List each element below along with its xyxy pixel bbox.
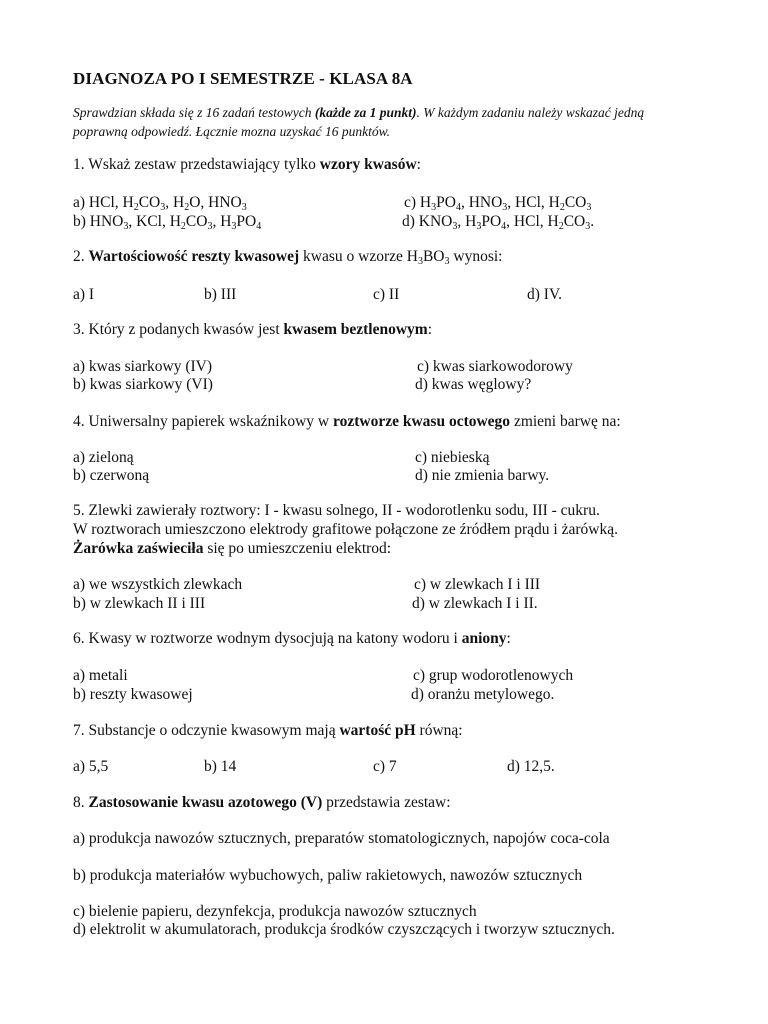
q3-option-c[interactable]: c) kwas siarkowodorowy xyxy=(417,358,573,375)
q6-option-d[interactable]: d) oranżu metylowego. xyxy=(411,686,555,703)
question-7 xyxy=(73,721,713,740)
instructions-points: (każde za 1 punkt) xyxy=(314,105,417,120)
question-keyword: Zastosowanie kwasu azotowego (V) xyxy=(88,794,323,811)
instructions xyxy=(73,103,693,141)
q4-option-c[interactable]: c) niebieską xyxy=(415,449,490,466)
instructions-text-cont: . W każdym zadaniu należy wskazać jedną xyxy=(416,105,645,120)
question-keyword: aniony xyxy=(461,630,507,647)
question-text: 4. Uniwersalny papierek wskaźnikowy w xyxy=(73,413,333,430)
question-text-end: : xyxy=(416,156,421,173)
q6-option-b[interactable]: b) reszty kwasowej xyxy=(73,686,193,703)
q8-option-c[interactable]: c) bielenie papieru, dezynfekcja, produkcja nawozów sztucznych xyxy=(73,903,477,920)
q6-option-c[interactable]: c) grup wodorotlenowych xyxy=(413,667,574,684)
q8-option-b[interactable]: b) produkcja materiałów wybuchowych, paliw rakietowych, nawozów sztucznych xyxy=(73,867,583,884)
q4-option-a[interactable]: a) zieloną xyxy=(73,449,134,466)
question-text: 7. Substancje o odczynie kwasowym mają xyxy=(73,722,340,739)
question-2 xyxy=(73,247,713,266)
question-text-line1: 5. Zlewki zawierały roztwory: I - kwasu solnego, II - wodorotlenku sodu, III - cukru. xyxy=(73,502,600,519)
instructions-text-line2: poprawną odpowiedź. Łącznie mozna uzyskać 16 punktów. xyxy=(73,124,390,139)
question-text-end: się po umieszczeniu elektrod: xyxy=(203,540,392,557)
page-title: DIAGNOZA PO I SEMESTRZE - KLASA 8A xyxy=(73,69,413,88)
q5-option-c[interactable]: c) w zlewkach I i III xyxy=(414,576,541,593)
question-keyword: Wartościowość reszty kwasowej xyxy=(88,248,300,265)
q2-option-b[interactable]: b) III xyxy=(204,286,237,303)
question-keyword: wzory kwasów xyxy=(319,156,417,173)
q3-option-a[interactable]: a) kwas siarkowy (IV) xyxy=(73,358,213,375)
q7-option-a[interactable]: a) 5,5 xyxy=(73,758,109,775)
question-text-end: zmieni barwę na: xyxy=(510,413,621,430)
q2-option-a[interactable]: a) I xyxy=(73,286,95,303)
question-text-end: przedstawia zestaw: xyxy=(322,794,451,811)
q4-option-d[interactable]: d) nie zmienia barwy. xyxy=(415,467,550,484)
question-text: 6. Kwasy w roztworze wodnym dysocjują na katony wodoru i xyxy=(73,630,462,647)
question-5 xyxy=(73,501,713,558)
question-text: 1. Wskaż zestaw przedstawiający tylko xyxy=(73,156,320,173)
q3-option-b[interactable]: b) kwas siarkowy (VI) xyxy=(73,376,213,393)
q1-option-d[interactable]: d) $KNO_3$, $H_3PO_4$, HCl, $H_2CO_3$. xyxy=(402,213,595,232)
question-4 xyxy=(73,412,713,431)
question-8 xyxy=(73,793,713,812)
question-3 xyxy=(73,320,713,339)
q4-option-b[interactable]: b) czerwoną xyxy=(73,467,150,484)
question-text-end: : xyxy=(506,630,511,647)
q7-option-c[interactable]: c) 7 xyxy=(373,758,397,775)
instructions-text: Sprawdzian składa się z 16 zadań testowych xyxy=(73,105,315,120)
q8-option-d[interactable]: d) elektrolit w akumulatorach, produkcja środków czyszczących i tworzyw sztucznych. xyxy=(73,921,615,938)
q1-option-c[interactable]: c) $H_3PO_4$, $HNO_3$, HCl, $H_2CO_3$ xyxy=(404,194,592,213)
question-keyword: kwasem beztlenowym xyxy=(283,321,428,338)
q5-option-b[interactable]: b) w zlewkach II i III xyxy=(73,595,206,612)
question-keyword: wartość pH xyxy=(339,722,416,739)
q5-option-a[interactable]: a) we wszystkich zlewkach xyxy=(73,576,243,593)
question-text: 2. xyxy=(73,248,89,265)
question-text-end: równą: xyxy=(415,722,463,739)
q3-option-d[interactable]: d) kwas węglowy? xyxy=(415,376,532,393)
question-text-line2: W roztworach umieszczono elektrody grafitowe połączone ze źródłem prądu i żarówką. xyxy=(73,521,618,538)
q2-option-c[interactable]: c) II xyxy=(373,286,400,303)
q8-option-a[interactable]: a) produkcja nawozów sztucznych, preparatów stomatologicznych, napojów coca-cola xyxy=(73,830,610,847)
question-text: 8. xyxy=(73,794,89,811)
question-text-end: kwasu o wzorze $H_3BO_3$ wynosi: xyxy=(299,248,503,267)
q1-option-a[interactable]: a) HCl, $H_2CO_3$, $H_2O$, $HNO_3$ xyxy=(73,194,247,213)
question-text: 3. Który z podanych kwasów jest xyxy=(73,321,284,338)
q7-option-b[interactable]: b) 14 xyxy=(204,758,237,775)
q5-option-d[interactable]: d) w zlewkach I i II. xyxy=(412,595,538,612)
question-1 xyxy=(73,155,713,174)
question-keyword: Żarówka zaświeciła xyxy=(73,540,204,557)
q1-option-b[interactable]: b) $HNO_3$, KCl, $H_2CO_3$, $H_3PO_4$ xyxy=(73,213,262,232)
q6-option-a[interactable]: a) metali xyxy=(73,667,128,684)
question-keyword: roztworze kwasu octowego xyxy=(333,413,511,430)
question-6 xyxy=(73,629,713,648)
q2-option-d[interactable]: d) IV. xyxy=(527,286,563,303)
q7-option-d[interactable]: d) 12,5. xyxy=(507,758,555,775)
question-text-end: : xyxy=(427,321,433,338)
